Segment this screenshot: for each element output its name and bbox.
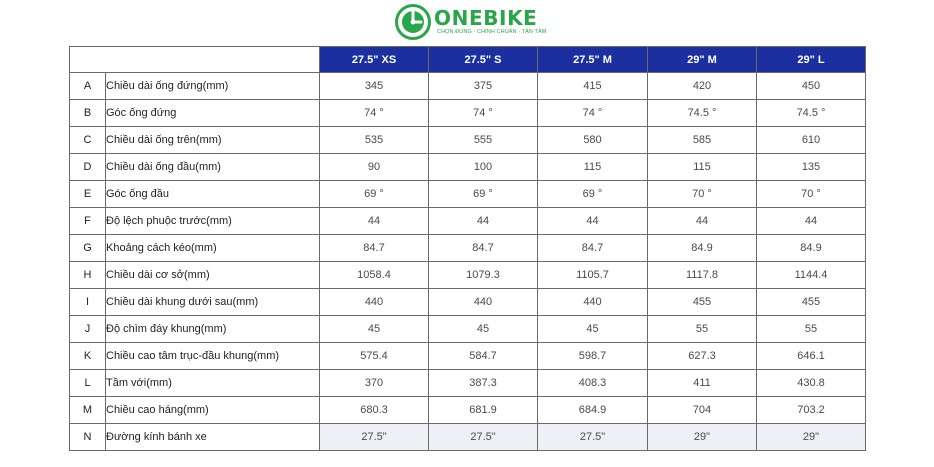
value-cell: 598.7	[538, 343, 648, 370]
row-label-cell: Khoảng cách kéo(mm)	[106, 235, 320, 262]
value-cell: 29"	[757, 424, 866, 451]
value-cell: 27.5"	[320, 424, 429, 451]
value-cell: 684.9	[538, 397, 648, 424]
value-cell: 1117.8	[648, 262, 757, 289]
value-cell: 555	[429, 127, 538, 154]
row-key-cell: B	[70, 100, 106, 127]
value-cell: 45	[538, 316, 648, 343]
table-row	[70, 316, 866, 343]
table-header-row	[70, 47, 866, 73]
bicycle-wheel-logo-icon	[395, 4, 431, 40]
row-key-cell: M	[70, 397, 106, 424]
table-row	[70, 181, 866, 208]
value-cell: 440	[538, 289, 648, 316]
row-key-cell: I	[70, 289, 106, 316]
value-cell: 703.2	[757, 397, 866, 424]
value-cell: 74 °	[320, 100, 429, 127]
header-blank-cell	[70, 47, 320, 73]
value-cell: 29"	[648, 424, 757, 451]
value-cell: 74.5 °	[648, 100, 757, 127]
value-cell: 84.9	[648, 235, 757, 262]
value-cell: 44	[648, 208, 757, 235]
value-cell: 1058.4	[320, 262, 429, 289]
value-cell: 55	[648, 316, 757, 343]
row-label-cell: Chiều cao háng(mm)	[106, 397, 320, 424]
value-cell: 45	[429, 316, 538, 343]
value-cell: 115	[538, 154, 648, 181]
value-cell: 415	[538, 73, 648, 100]
column-header: 29" L	[757, 47, 866, 73]
row-label-cell: Đường kính bánh xe	[106, 424, 320, 451]
value-cell: 44	[320, 208, 429, 235]
row-label-cell: Góc ống đứng	[106, 100, 320, 127]
value-cell: 44	[538, 208, 648, 235]
value-cell: 345	[320, 73, 429, 100]
value-cell: 646.1	[757, 343, 866, 370]
row-label-cell: Chiều dài ống trên(mm)	[106, 127, 320, 154]
row-key-cell: E	[70, 181, 106, 208]
row-key-cell: N	[70, 424, 106, 451]
value-cell: 455	[757, 289, 866, 316]
value-cell: 90	[320, 154, 429, 181]
row-key-cell: A	[70, 73, 106, 100]
table-row	[70, 424, 866, 451]
value-cell: 44	[429, 208, 538, 235]
value-cell: 610	[757, 127, 866, 154]
value-cell: 100	[429, 154, 538, 181]
brand-name: ONEBIKE	[434, 6, 538, 30]
row-label-cell: Chiều dài ống đứng(mm)	[106, 73, 320, 100]
value-cell: 535	[320, 127, 429, 154]
table-row	[70, 370, 866, 397]
value-cell: 704	[648, 397, 757, 424]
row-label-cell: Chiều cao tâm trục-đầu khung(mm)	[106, 343, 320, 370]
brand-logo	[395, 2, 545, 42]
row-key-cell: H	[70, 262, 106, 289]
row-key-cell: F	[70, 208, 106, 235]
table-row	[70, 289, 866, 316]
value-cell: 44	[757, 208, 866, 235]
row-key-cell: J	[70, 316, 106, 343]
table-row	[70, 208, 866, 235]
value-cell: 69 °	[429, 181, 538, 208]
table-row	[70, 235, 866, 262]
table-row	[70, 343, 866, 370]
value-cell: 440	[320, 289, 429, 316]
value-cell: 70 °	[648, 181, 757, 208]
brand-tagline: CHỌN ĐÚNG · CHÍNH CHUẨN · TẬN TÂM	[437, 29, 547, 35]
value-cell: 408.3	[538, 370, 648, 397]
value-cell: 1144.4	[757, 262, 866, 289]
value-cell: 440	[429, 289, 538, 316]
value-cell: 69 °	[320, 181, 429, 208]
row-key-cell: K	[70, 343, 106, 370]
value-cell: 584.7	[429, 343, 538, 370]
row-key-cell: L	[70, 370, 106, 397]
row-key-cell: G	[70, 235, 106, 262]
value-cell: 420	[648, 73, 757, 100]
value-cell: 450	[757, 73, 866, 100]
value-cell: 370	[320, 370, 429, 397]
value-cell: 84.9	[757, 235, 866, 262]
value-cell: 74 °	[538, 100, 648, 127]
table-row	[70, 100, 866, 127]
row-key-cell: D	[70, 154, 106, 181]
row-key-cell: C	[70, 127, 106, 154]
column-header: 27.5" XS	[320, 47, 429, 73]
value-cell: 55	[757, 316, 866, 343]
geometry-table	[69, 46, 866, 451]
value-cell: 115	[648, 154, 757, 181]
value-cell: 27.5"	[538, 424, 648, 451]
row-label-cell: Góc ống đầu	[106, 181, 320, 208]
value-cell: 84.7	[320, 235, 429, 262]
table-row	[70, 262, 866, 289]
value-cell: 45	[320, 316, 429, 343]
row-label-cell: Độ lệch phuộc trước(mm)	[106, 208, 320, 235]
row-label-cell: Chiều dài ống đầu(mm)	[106, 154, 320, 181]
value-cell: 135	[757, 154, 866, 181]
value-cell: 411	[648, 370, 757, 397]
value-cell: 69 °	[538, 181, 648, 208]
value-cell: 375	[429, 73, 538, 100]
row-label-cell: Tầm với(mm)	[106, 370, 320, 397]
value-cell: 74 °	[429, 100, 538, 127]
row-label-cell: Chiều dài cơ sở(mm)	[106, 262, 320, 289]
value-cell: 84.7	[538, 235, 648, 262]
value-cell: 1105.7	[538, 262, 648, 289]
value-cell: 455	[648, 289, 757, 316]
row-label-cell: Chiều dài khung dưới sau(mm)	[106, 289, 320, 316]
value-cell: 627.3	[648, 343, 757, 370]
table-row	[70, 397, 866, 424]
value-cell: 70 °	[757, 181, 866, 208]
value-cell: 84.7	[429, 235, 538, 262]
value-cell: 430.8	[757, 370, 866, 397]
table-row	[70, 154, 866, 181]
value-cell: 74.5 °	[757, 100, 866, 127]
value-cell: 585	[648, 127, 757, 154]
column-header: 29" M	[648, 47, 757, 73]
value-cell: 387.3	[429, 370, 538, 397]
value-cell: 681.9	[429, 397, 538, 424]
value-cell: 27.5"	[429, 424, 538, 451]
value-cell: 680.3	[320, 397, 429, 424]
value-cell: 580	[538, 127, 648, 154]
value-cell: 1079.3	[429, 262, 538, 289]
value-cell: 575.4	[320, 343, 429, 370]
column-header: 27.5" S	[429, 47, 538, 73]
column-header: 27.5" M	[538, 47, 648, 73]
table-row	[70, 127, 866, 154]
row-label-cell: Độ chìm đáy khung(mm)	[106, 316, 320, 343]
table-row	[70, 73, 866, 100]
